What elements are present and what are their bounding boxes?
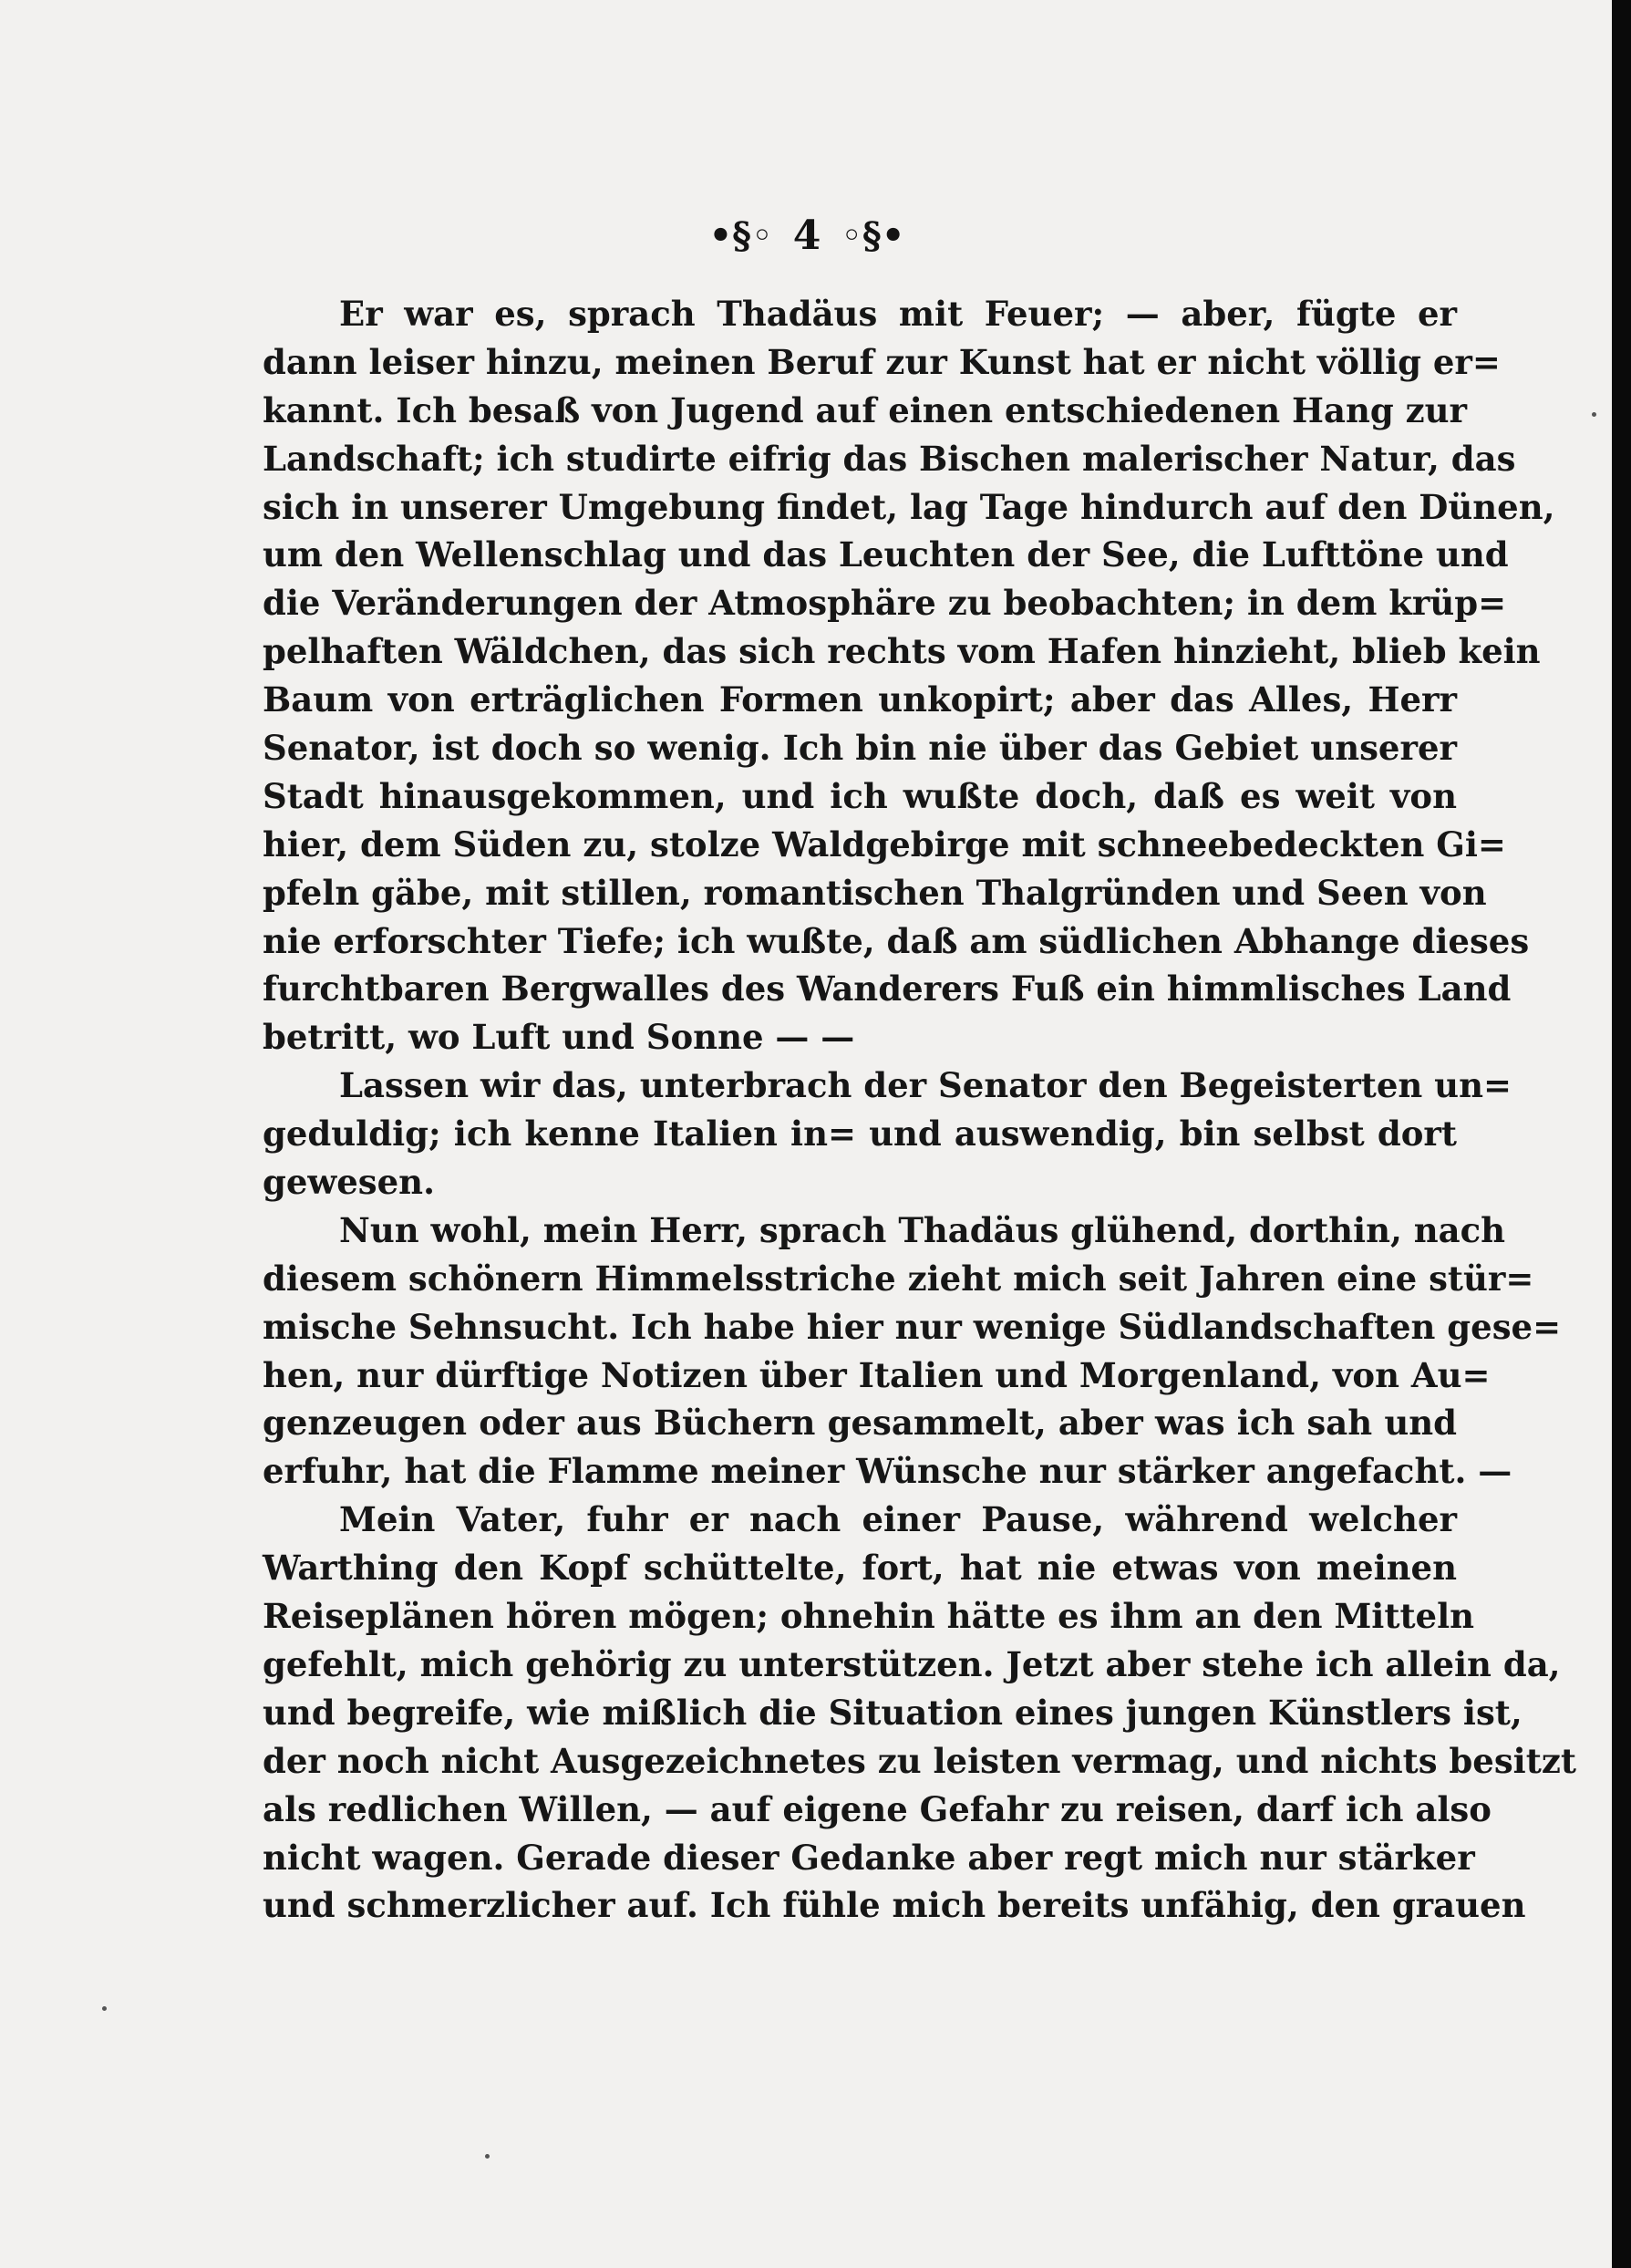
text-line: die Veränderungen der Atmosphäre zu beobachten; in dem krüp=	[263, 583, 1507, 624]
text-line: mische Sehnsucht. Ich habe hier nur wenige Südlandschaften gese=	[263, 1306, 1562, 1347]
text-line: dann leiser hinzu, meinen Beruf zur Kunst hat er nicht völlig er=	[263, 341, 1501, 382]
right-ornament: ◦§•	[841, 213, 905, 257]
text-line: nie erforschter Tiefe; ich wußte, daß am südlichen Abhange dieses	[263, 920, 1530, 961]
text-line: um den Wellenschlag und das Leuchten der See, die Lufttöne und	[263, 534, 1509, 575]
text-line: als redlichen Willen, — auf eigene Gefahr zu reisen, darf ich also	[263, 1788, 1492, 1829]
text-line: sich in unserer Umgebung findet, lag Tage hindurch auf den Dünen,	[263, 486, 1555, 527]
text-line: diesem schönern Himmelsstriche zieht mich seit Jahren eine stür=	[263, 1258, 1534, 1299]
text-line: der noch nicht Ausgezeichnetes zu leisten vermag, und nichts besitzt	[263, 1740, 1576, 1781]
page-number: 4	[792, 212, 821, 259]
paper-speck	[102, 2006, 107, 2011]
paper-speck	[485, 2154, 490, 2159]
text-line: betritt, wo Luft und Sonne — —	[263, 1017, 855, 1058]
text-line: kannt. Ich besaß von Jugend auf einen entschiedenen Hang zur	[263, 389, 1468, 430]
text-line: Mein Vater, fuhr er nach einer Pause, während welcher	[339, 1499, 1457, 1540]
text-line: Lassen wir das, unterbrach der Senator den Begeisterten un=	[339, 1065, 1512, 1106]
text-line: hen, nur dürftige Notizen über Italien und Morgenland, von Au=	[263, 1354, 1491, 1395]
text-line: Baum von erträglichen Formen unkopirt; aber das Alles, Herr	[263, 679, 1457, 720]
text-line: Landschaft; ich studirte eifrig das Bischen malerischer Natur, das	[263, 438, 1516, 479]
text-line: Reiseplänen hören mögen; ohnehin hätte es ihm an den Mitteln	[263, 1596, 1475, 1637]
text-line: pfeln gäbe, mit stillen, romantischen Thalgründen und Seen von	[263, 872, 1487, 913]
scan-border	[1612, 0, 1631, 2268]
text-line: Nun wohl, mein Herr, sprach Thadäus glühend, dorthin, nach	[339, 1209, 1506, 1250]
paper-speck	[1592, 412, 1596, 417]
page-header	[0, 208, 1614, 263]
text-line: Er war es, sprach Thadäus mit Feuer; — aber, fügte er	[339, 294, 1457, 334]
left-ornament: •§◦	[708, 213, 773, 257]
text-line: pelhaften Wäldchen, das sich rechts vom Hafen hinzieht, blieb kein	[263, 631, 1541, 672]
text-line: Stadt hinausgekommen, und ich wußte doch, daß es weit von	[263, 775, 1457, 816]
text-line: Warthing den Kopf schüttelte, fort, hat nie etwas von meinen	[263, 1548, 1457, 1589]
text-line: geduldig; ich kenne Italien in= und auswendig, bin selbst dort	[263, 1113, 1457, 1155]
text-line: gefehlt, mich gehörig zu unterstützen. Jetzt aber stehe ich allein da,	[263, 1643, 1561, 1684]
text-line: erfuhr, hat die Flamme meiner Wünsche nur stärker angefacht. —	[263, 1451, 1512, 1492]
body-text	[263, 290, 1576, 1930]
text-line: Senator, ist doch so wenig. Ich bin nie über das Gebiet unserer	[263, 728, 1457, 769]
text-line: nicht wagen. Gerade dieser Gedanke aber regt mich nur stärker	[263, 1837, 1475, 1878]
text-line: furchtbaren Bergwalles des Wanderers Fuß ein himmlisches Land	[263, 968, 1512, 1010]
text-line: genzeugen oder aus Büchern gesammelt, aber was ich sah und	[263, 1403, 1457, 1444]
text-line: gewesen.	[263, 1162, 435, 1203]
text-line: und begreife, wie mißlich die Situation eines jungen Künstlers ist,	[263, 1692, 1523, 1733]
text-line: und schmerzlicher auf. Ich fühle mich bereits unfähig, den grauen	[263, 1885, 1526, 1926]
text-line: hier, dem Süden zu, stolze Waldgebirge mit schneebedeckten Gi=	[263, 823, 1506, 865]
